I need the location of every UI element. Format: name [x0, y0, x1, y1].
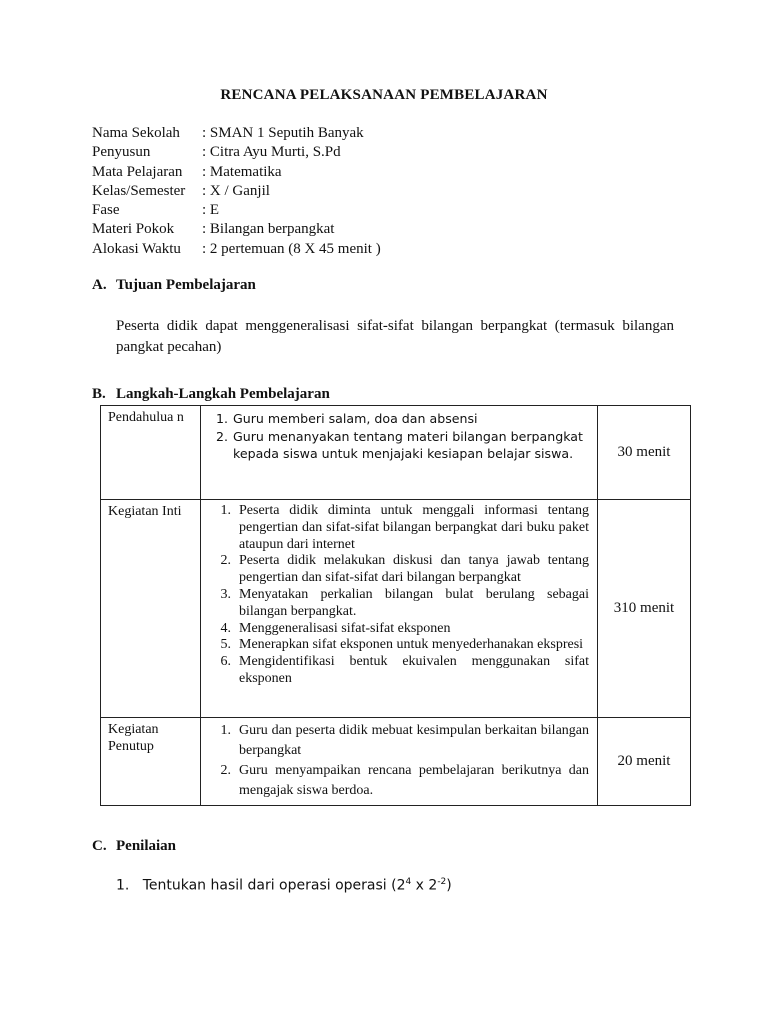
list-item — [204, 410, 591, 428]
table-row — [101, 500, 691, 718]
info-value: : X / Ganjil — [202, 182, 270, 199]
phase-cell: Kegiatan Inti — [101, 500, 201, 718]
assessment-question — [116, 877, 452, 894]
section-c-heading — [92, 838, 176, 855]
exponent: 4 — [405, 877, 412, 887]
info-key: Fase — [92, 202, 120, 219]
section-a-heading — [92, 277, 256, 294]
section-b-heading — [92, 386, 330, 403]
item-text: Guru menanyakan tentang materi bilangan berpangkat kepada siswa untuk menjajaki kesiapan belajar siswa. — [233, 428, 583, 461]
list-item — [204, 428, 591, 463]
list-item — [201, 637, 589, 654]
info-row — [92, 164, 381, 183]
activities-cell — [201, 500, 598, 718]
item-number: 1. — [215, 411, 228, 426]
section-title: Tujuan Pembelajaran — [116, 277, 256, 293]
activities-cell — [201, 406, 598, 500]
activity-list — [201, 718, 597, 805]
info-value: : Matematika — [202, 163, 282, 180]
section-title: Langkah-Langkah Pembelajaran — [116, 386, 330, 402]
item-number: 1. — [220, 503, 231, 518]
item-text: Mengidentifikasi bentuk ekuivalen menggunakan sifat eksponen — [239, 654, 589, 686]
table-row — [101, 718, 691, 806]
info-key: Kelas/Semester — [92, 182, 186, 199]
info-value: : E — [202, 202, 220, 219]
info-key: Alokasi Waktu — [92, 240, 181, 257]
list-item — [201, 761, 589, 801]
list-item — [201, 503, 589, 553]
duration-cell: 310 menit — [598, 500, 691, 718]
info-row — [92, 241, 381, 260]
info-row — [92, 221, 381, 240]
identity-block — [92, 125, 381, 260]
item-text: Guru memberi salam, doa dan absensi — [233, 411, 478, 426]
info-value: : 2 pertemuan (8 X 45 menit ) — [202, 240, 381, 257]
question-text: x 2 — [411, 877, 438, 894]
duration-cell: 20 menit — [598, 718, 691, 806]
learning-steps-table — [100, 405, 691, 806]
item-number: 6. — [220, 654, 231, 670]
exponent: -2 — [437, 877, 447, 887]
item-number: 2. — [215, 428, 228, 444]
duration-cell: 30 menit — [598, 406, 691, 500]
activities-cell — [201, 718, 598, 806]
item-number: 5. — [220, 637, 231, 653]
section-number: B. — [92, 386, 106, 402]
item-text: Guru dan peserta didik mebuat kesimpulan berkaitan bilangan berpangkat — [239, 723, 589, 758]
info-value: : Citra Ayu Murti, S.Pd — [202, 144, 341, 161]
question-text: ) — [446, 877, 452, 894]
section-title: Penilaian — [116, 838, 177, 854]
document-title: RENCANA PELAKSANAAN PEMBELAJARAN — [220, 87, 548, 103]
objective-paragraph: Peserta didik dapat menggeneralisasi sifat-sifat bilangan berpangkat (termasuk bilangan pangkat pecahan) — [116, 318, 674, 355]
item-number: 2. — [220, 763, 231, 778]
info-key: Penyusun — [92, 144, 151, 161]
item-number: 4. — [220, 620, 231, 636]
item-text: Peserta didik diminta untuk menggali informasi tentang pengertian dan sifat-sifat bilangan berpangkat dari buku paket ataupun dari internet — [239, 503, 589, 552]
phase-cell: Pendahulua n — [101, 406, 201, 500]
section-number: C. — [92, 838, 107, 854]
item-text: Menyatakan perkalian bilangan bulat berulang sebagai bilangan berpangkat. — [239, 586, 589, 619]
info-value: : Bilangan berpangkat — [202, 221, 335, 238]
list-item — [201, 587, 589, 621]
info-row — [92, 202, 381, 221]
info-row — [92, 144, 381, 163]
item-text: Peserta didik melakukan diskusi dan tanya jawab tentang pengertian dan sifat-sifat dari bilangan berpangkat — [239, 553, 589, 586]
activity-list — [201, 406, 597, 463]
list-item — [201, 654, 589, 688]
list-item — [201, 553, 589, 587]
item-text: Menerapkan sifat eksponen untuk menyederhanakan ekspresi — [239, 637, 584, 653]
info-row — [92, 183, 381, 202]
item-number: 1. — [220, 723, 231, 738]
info-key: Mata Pelajaran — [92, 163, 183, 180]
item-number: 3. — [220, 586, 231, 602]
info-key: Nama Sekolah — [92, 125, 180, 141]
question-text: Tentukan hasil dari operasi operasi (2 — [142, 877, 406, 894]
info-row — [92, 125, 381, 144]
item-text: Guru menyampaikan rencana pembelajaran berikutnya dan mengajak siswa berdoa. — [239, 763, 589, 798]
list-item — [201, 721, 589, 761]
item-text: Menggeneralisasi sifat-sifat eksponen — [239, 620, 451, 636]
section-number: A. — [92, 277, 107, 293]
question-number: 1. — [116, 877, 130, 894]
item-number: 2. — [220, 553, 231, 569]
phase-cell: Kegiatan Penutup — [101, 718, 201, 806]
info-value: : SMAN 1 Seputih Banyak — [202, 125, 364, 141]
table-row — [101, 406, 691, 500]
info-key: Materi Pokok — [92, 221, 175, 238]
list-item — [201, 621, 589, 638]
activity-list — [201, 500, 597, 692]
